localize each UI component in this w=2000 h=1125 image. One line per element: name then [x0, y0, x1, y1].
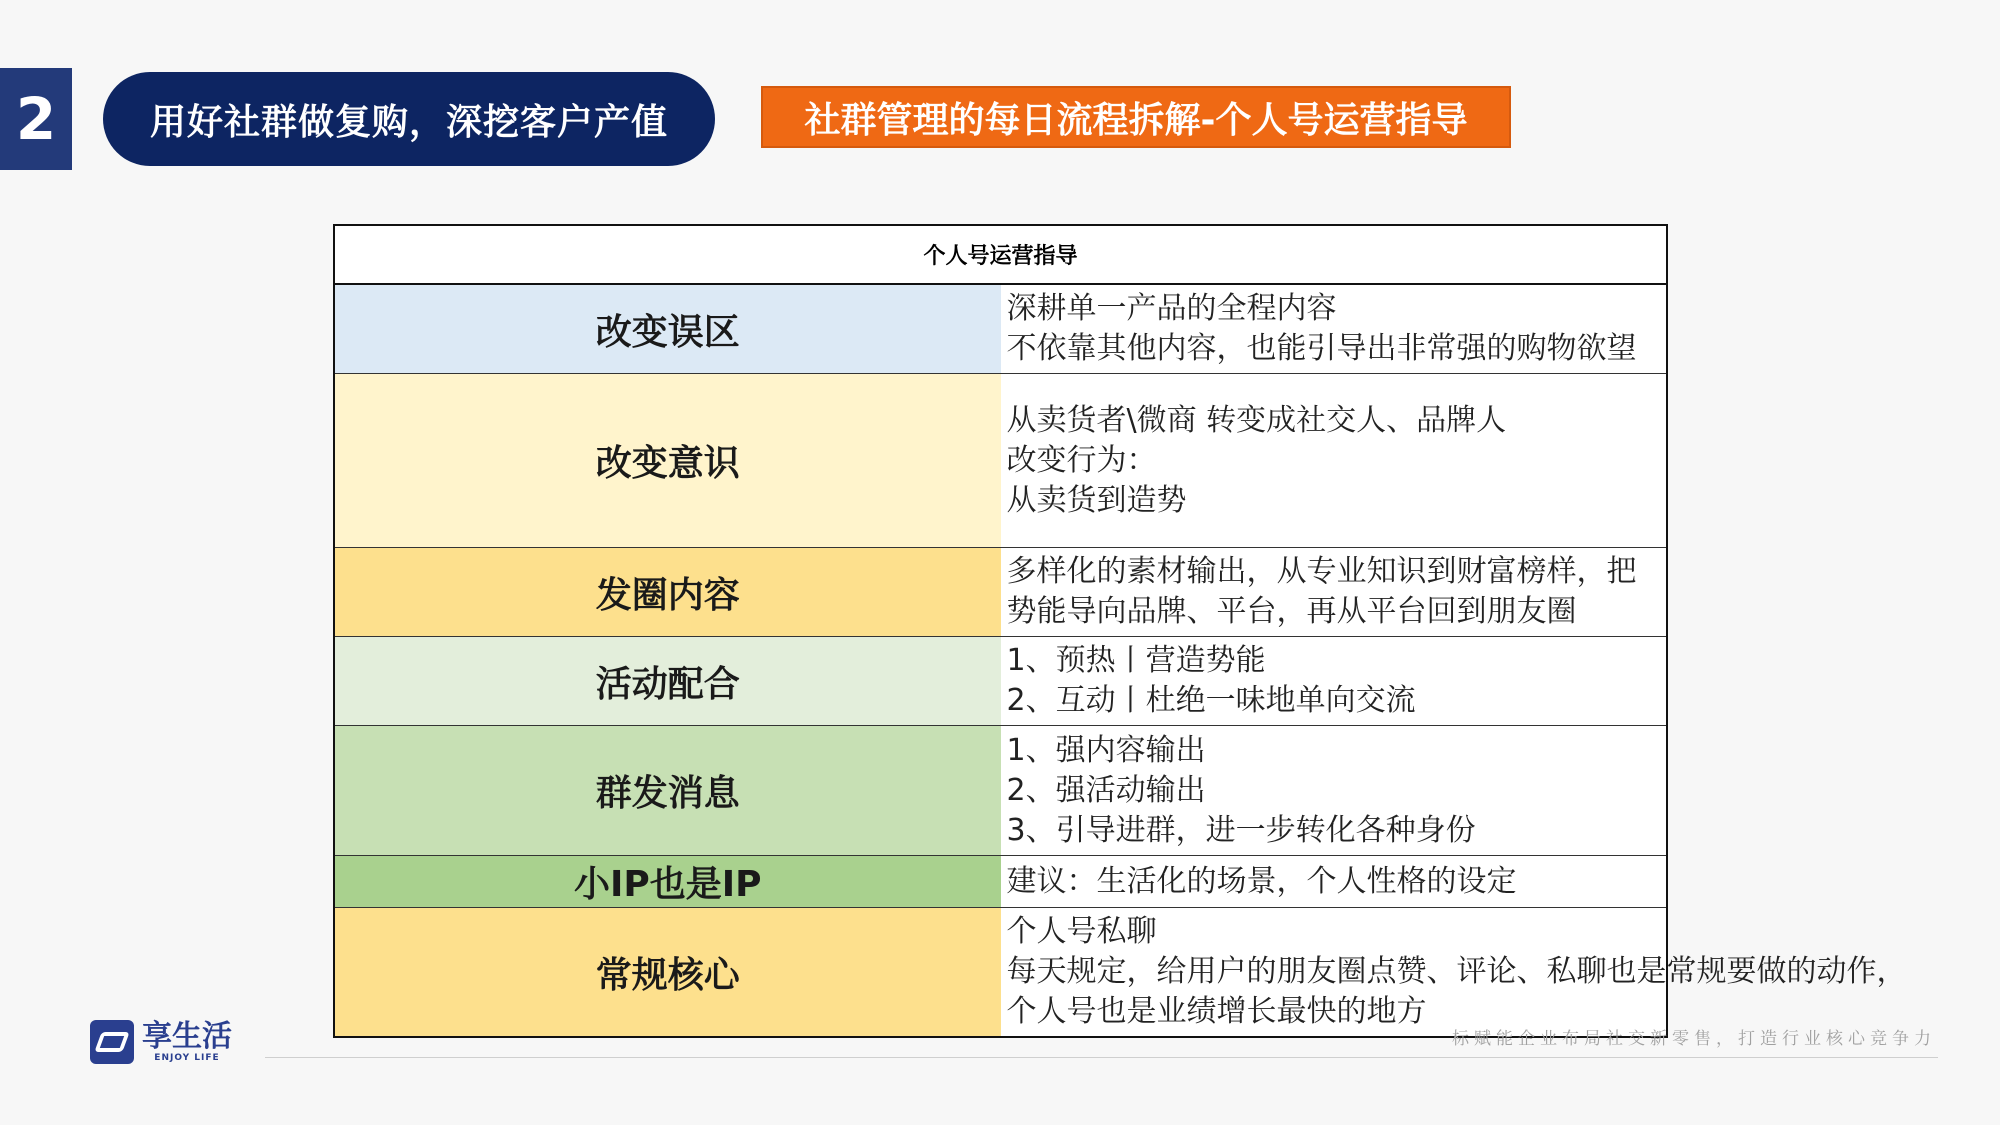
content-line: 1、强内容输出 — [1006, 732, 1206, 768]
content-line: 建议：生活化的场景，个人性格的设定 — [1006, 863, 1517, 899]
content-line: 改变行为： — [1006, 442, 1157, 478]
logo-en: ENJOY LIFE — [154, 1053, 220, 1063]
guide-table — [333, 224, 1907, 1038]
table-heading: 个人号运营指导 — [334, 225, 1667, 284]
brand-logo — [90, 1020, 232, 1064]
row-label: 发圈内容 — [334, 548, 1001, 637]
row-label: 改变意识 — [334, 374, 1001, 548]
table-row — [334, 284, 1667, 374]
row-label: 小IP也是IP — [334, 856, 1001, 908]
table-row — [334, 726, 1667, 856]
row-content — [1001, 284, 1668, 374]
content-line: 2、互动丨杜绝一味地单向交流 — [1006, 683, 1416, 718]
table-row — [334, 908, 1667, 1038]
table-row — [334, 856, 1667, 908]
content-line: 从卖货者\微商 转变成社交人、品牌人 — [1006, 402, 1507, 438]
row-content — [1001, 908, 1907, 1038]
content-line: 个人号私聊 — [1006, 914, 1157, 949]
content-line: 不依靠其他内容，也能引导出非常强的购物欲望 — [1006, 331, 1637, 366]
row-content — [1001, 726, 1668, 856]
content-line: 多样化的素材输出，从专业知识到财富榜样，把势能导向品牌、平台，再从平台回到朋友圈 — [1006, 554, 1637, 629]
page-title: 用好社群做复购，深挖客户产值 — [103, 72, 715, 166]
content-line: 从卖货到造势 — [1006, 482, 1187, 518]
row-label: 改变误区 — [334, 284, 1001, 374]
row-label: 群发消息 — [334, 726, 1001, 856]
section-number: 2 — [0, 68, 72, 170]
content-line: 深耕单一产品的全程内容 — [1006, 291, 1337, 326]
logo-name: 享生活 — [142, 1019, 232, 1054]
logo-text — [142, 1021, 232, 1063]
row-content — [1001, 637, 1668, 726]
table-row — [334, 637, 1667, 726]
content-line: 个人号也是业绩增长最快的地方 — [1006, 994, 1427, 1029]
table-row — [334, 374, 1667, 548]
row-content — [1001, 548, 1668, 637]
page-subtitle: 社群管理的每日流程拆解-个人号运营指导 — [761, 86, 1511, 148]
row-content — [1001, 374, 1668, 548]
row-content — [1001, 856, 1668, 908]
content-line: 2、强活动输出 — [1006, 772, 1206, 808]
table-header-row — [334, 225, 1667, 284]
content-line: 3、引导进群，进一步转化各种身份 — [1006, 812, 1476, 848]
row-label: 活动配合 — [334, 637, 1001, 726]
table-row — [334, 548, 1667, 637]
logo-icon — [90, 1020, 134, 1064]
footer-slogan: 标赋能企业布局社交新零售，打造行业核心竞争力 — [1452, 1029, 1936, 1049]
footer-divider — [265, 1057, 1938, 1058]
content-line: 1、预热丨营造势能 — [1006, 643, 1266, 678]
row-label: 常规核心 — [334, 908, 1001, 1038]
content-line: 每天规定，给用户的朋友圈点赞、评论、私聊也是常规要做的动作， — [1006, 954, 1907, 989]
